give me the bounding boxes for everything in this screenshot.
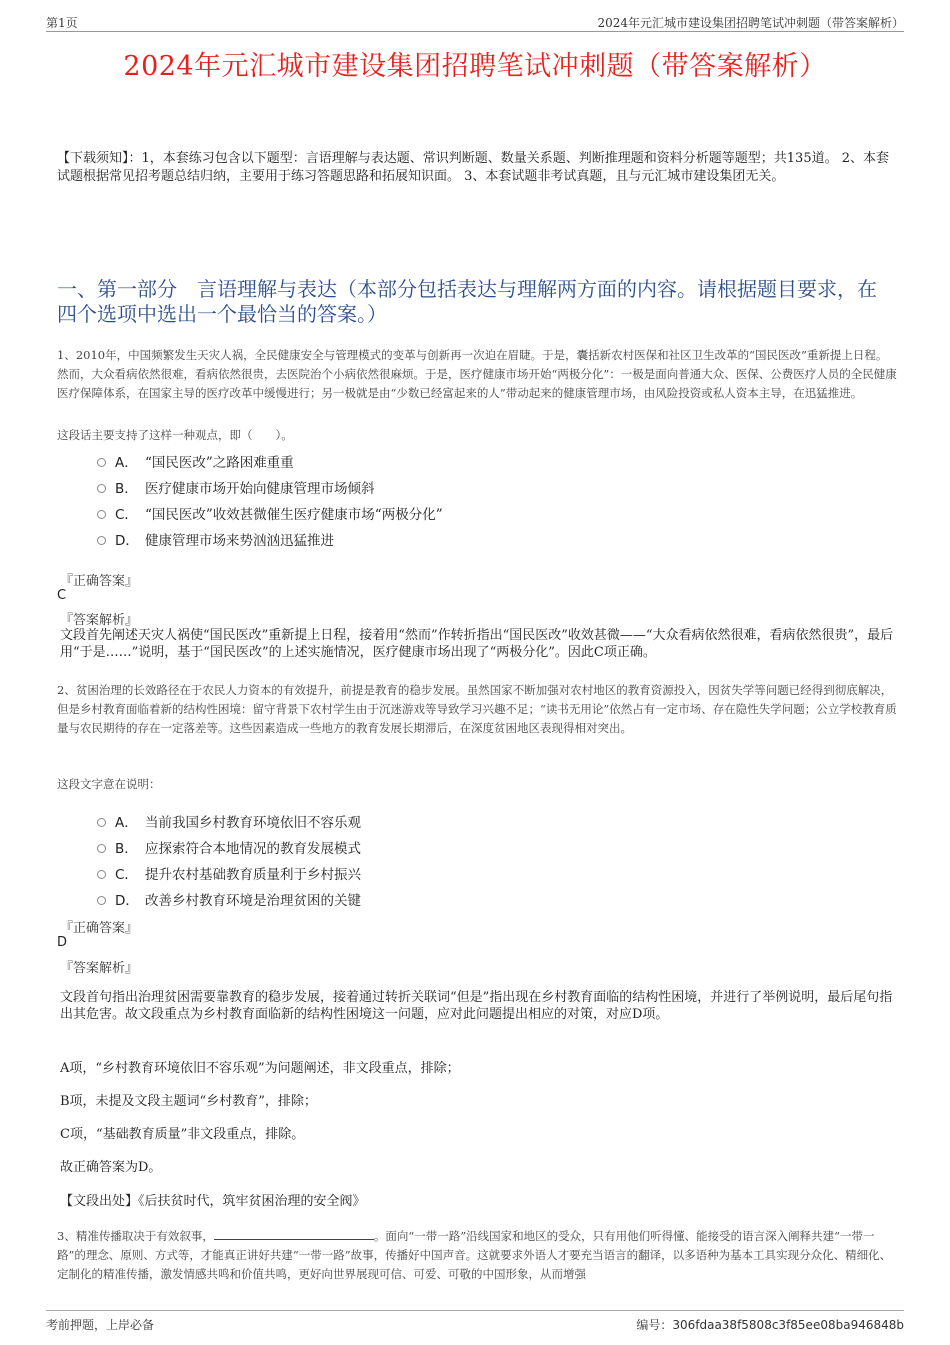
question-2-option-b-analysis: B项，未提及文段主题词“乡村教育”，排除； (60, 1094, 317, 1109)
question-2-source: 【文段出处】《后扶贫时代，筑牢贫困治理的安全阀》 (60, 1194, 366, 1209)
download-notice: 【下载须知】：1，本套练习包含以下题型：言语理解与表达题、常识判断题、数量关系题、判断推理题和资料分析题等题型；共135道。 2、本套试题根据常见招考题总结归纳，主要用于练习答题思路和拓展知识面。 3、本套试题非考试真题，且与元汇城市建设集团无关。 (57, 151, 889, 184)
question-1-text: 1、2010年，中国频繁发生天灾人祸，全民健康安全与管理模式的变革与创新再一次迫在眉睫。于是，囊括新农村医保和社区卫生改革的“国民医改”重新提上日程。然而，大众看病依然很难，看病依然很贵，去医院治个小病依然很麻烦。于是，医疗健康市场开始“两极分化”：一极是面向普通大众、医保、公费医疗人员的全民健康医疗保障体系，在国家主导的医疗改革中缓慢进行；另一极就是由“少数已经富起来的人”带动起来的健康管理市场，由风险投资或私人资本主导，在迅猛推进。 (57, 348, 897, 400)
fill-blank[interactable] (214, 1228, 374, 1240)
question-2-option-a[interactable]: A． 当前我国乡村教育环境依旧不容乐观 (97, 811, 361, 831)
question-1-option-b[interactable]: B． 医疗健康市场开始向健康管理市场倾斜 (97, 477, 375, 497)
question-2-option-b[interactable]: B． 应探索符合本地情况的教育发展模式 (97, 837, 361, 857)
question-2-analysis: 文段首句指出治理贫困需要靠教育的稳步发展，接着通过转折关联词“但是”指出现在乡村教育面临的结构性困境，并进行了举例说明，最后尾句指出其危害。故文段重点为乡村教育面临新的结构性困境这一问题，应对此问题提出相应的对策，对应D项。 (60, 990, 893, 1022)
footer-slogan: 考前押题，上岸必备 (46, 1318, 155, 1332)
analysis-label: 『答案解析』 (60, 961, 139, 976)
page-header (46, 12, 904, 32)
radio-icon[interactable] (97, 844, 106, 853)
question-2-answer: D (57, 935, 68, 950)
question-1-option-a[interactable]: A． “国民医改”之路困难重重 (97, 451, 294, 471)
radio-icon[interactable] (97, 896, 106, 905)
question-2-option-c-analysis: C项，“基础教育质量”非文段重点，排除。 (60, 1127, 305, 1142)
radio-icon[interactable] (97, 536, 106, 545)
analysis-label: 『答案解析』 (60, 613, 139, 628)
page-number: 第1页 (46, 16, 78, 30)
question-3-text: 3、精准传播取决于有效叙事， 。面向“一带一路”沿线国家和地区的受众，只有用他们听得懂、能接受的语言深入阐释共建“一带一路”的理念、原则、方式等，才能真正讲好共建“一带一路”故事，传播好中国声音。这就要求外语人才要充当语言的翻译，以多语种为基本工具实现分众化、精细化、定制化的精准传播，激发情感共鸣和价值共鸣，更好向世界展现可信、可爱、可敬的中国形象，从而增强 (57, 1229, 892, 1281)
document-title: 2024年元汇城市建设集团招聘笔试冲刺题（带答案解析） (123, 51, 827, 82)
question-2-option-d[interactable]: D． 改善乡村教育环境是治理贫困的关键 (97, 889, 361, 909)
radio-icon[interactable] (97, 818, 106, 827)
document-code: 编号：306fdaa38f5808c3f85ee08ba946848b (636, 1318, 904, 1332)
question-1-analysis: 文段首先阐述天灾人祸使“国民医改”重新提上日程，接着用“然而”作转折指出“国民医改”收效甚微——“大众看病依然很难，看病依然很贵”，最后用“于是……”说明，基于“国民医改”的上述实施情况，医疗健康市场出现了“两极分化”。因此C项正确。 (60, 628, 894, 660)
question-2-final-answer: 故正确答案为D。 (60, 1160, 162, 1175)
section-heading: 一、第一部分 言语理解与表达（本部分包括表达与理解两方面的内容。请根据题目要求，在四个选项中选出一个最恰当的答案。） (57, 277, 877, 326)
question-2-option-a-analysis: A项，“乡村教育环境依旧不容乐观”为问题阐述，非文段重点，排除； (60, 1061, 460, 1076)
radio-icon[interactable] (97, 870, 106, 879)
question-1-answer: C (57, 588, 67, 603)
radio-icon[interactable] (97, 510, 106, 519)
page-footer (46, 1310, 904, 1334)
question-1-option-c[interactable]: C． “国民医改”收效甚微催生医疗健康市场“两极分化” (97, 503, 443, 523)
radio-icon[interactable] (97, 484, 106, 493)
answer-label: 『正确答案』 (60, 574, 139, 589)
question-2-stem: 这段文字意在说明： (57, 777, 161, 791)
question-2-option-c[interactable]: C． 提升农村基础教育质量利于乡村振兴 (97, 863, 361, 883)
question-1-stem: 这段话主要支持了这样一种观点，即（ ）。 (57, 428, 293, 442)
header-doc-title: 2024年元汇城市建设集团招聘笔试冲刺题（带答案解析） (597, 16, 904, 30)
question-1-option-d[interactable]: D． 健康管理市场来势汹汹迅猛推进 (97, 529, 334, 549)
answer-label: 『正确答案』 (60, 921, 139, 936)
radio-icon[interactable] (97, 458, 106, 467)
question-2-text: 2、贫困治理的长效路径在于农民人力资本的有效提升，前提是教育的稳步发展。虽然国家不断加强对农村地区的教育资源投入，因贫失学等问题已经得到彻底解决，但是乡村教育面临着新的结构性困境：留守背景下农村学生由于沉迷游戏等导致学习兴趣不足；“读书无用论”依然占有一定市场、存在隐性失学问题；公立学校教育质量与农民期待的存在一定落差等。这些因素造成一些地方的教育发展长期滞后，在深度贫困地区表现得相对突出。 (57, 683, 897, 735)
